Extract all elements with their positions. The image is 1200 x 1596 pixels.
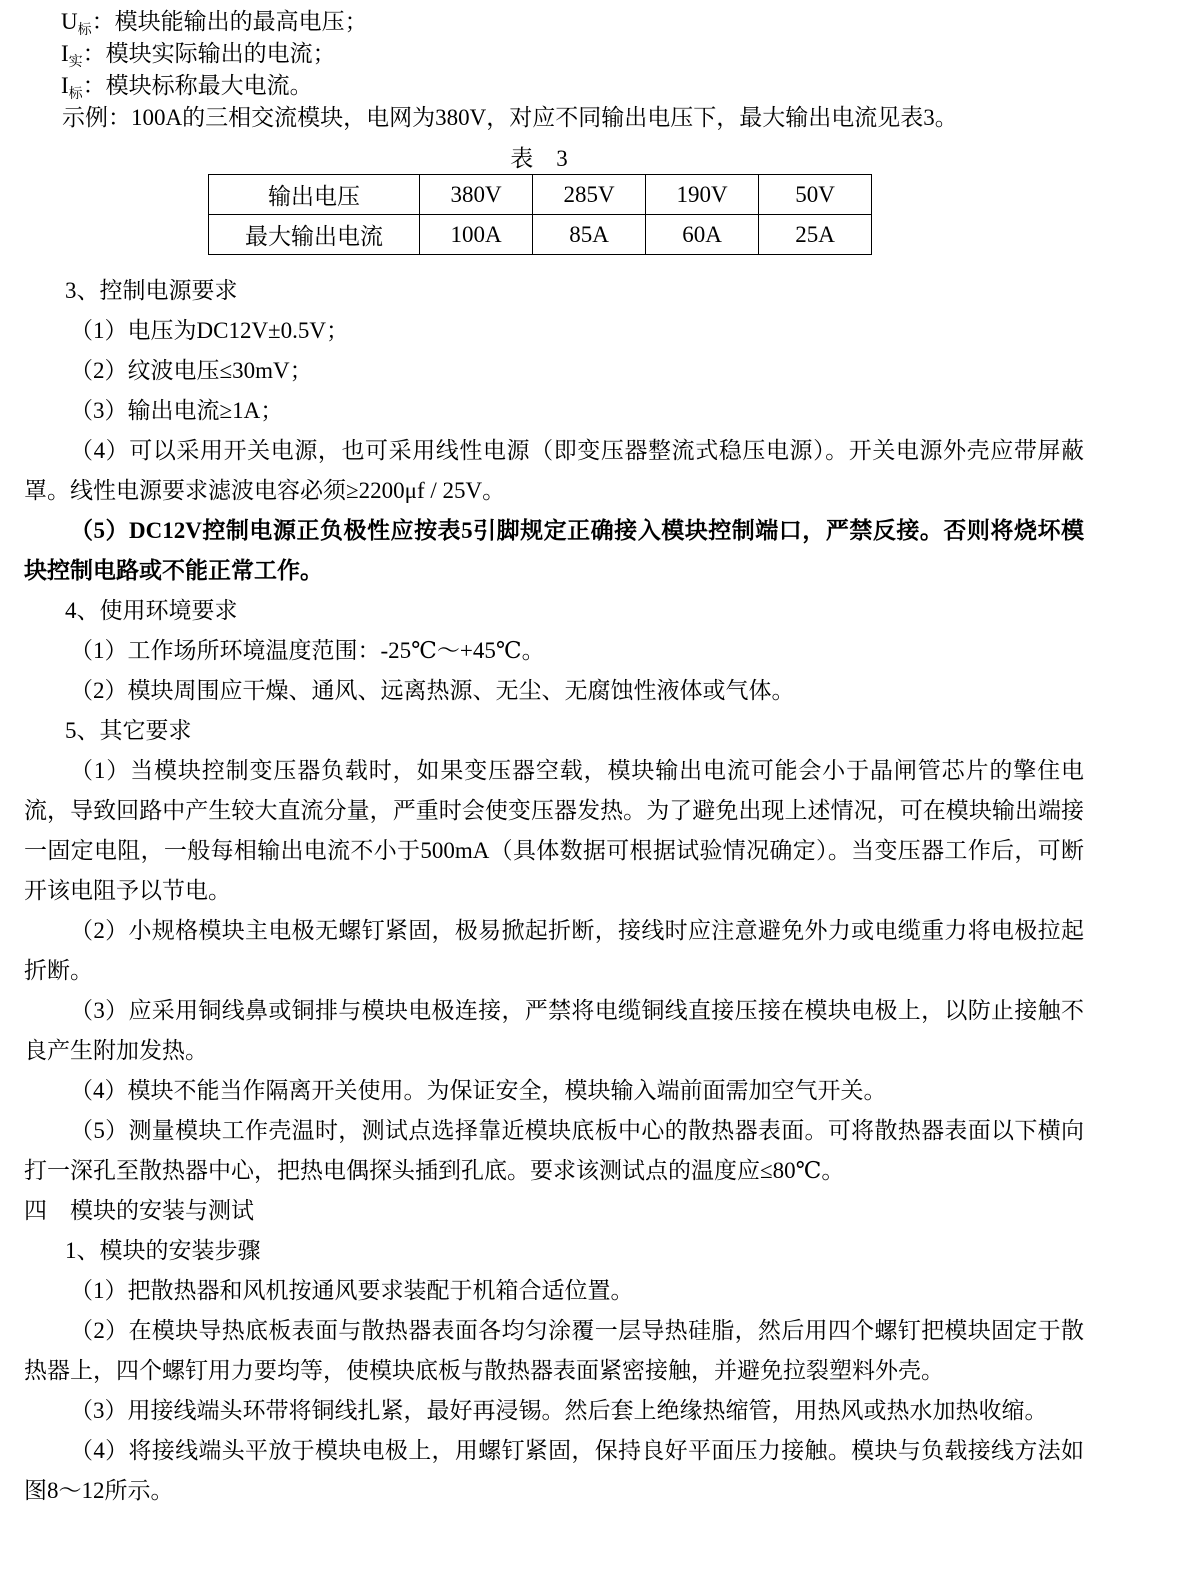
table3 [208,174,872,255]
table-cell: 100A [420,215,533,255]
paragraph-item: （4）可以采用开关电源，也可采用线性电源（即变压器整流式稳压电源）。开关电源外壳应带屏蔽罩。线性电源要求滤波电容必须≥2200μf / 25V。 [24,438,1084,503]
table-cell: 380V [420,175,533,215]
paragraph-item: （1）工作场所环境温度范围：-25℃～+45℃。 [70,638,545,663]
definition-subscript: 实 [68,55,83,70]
paragraph-item: （2）模块周围应干燥、通风、远离热源、无尘、无腐蚀性液体或气体。 [70,678,795,703]
definition-subscript: 标 [77,23,92,38]
chapter-heading-install-test: 四 模块的安装与测试 [24,1198,254,1223]
body-text [24,271,1084,1511]
paragraph-item: （1）电压为DC12V±0.5V； [70,318,350,343]
table-cell: 60A [646,215,759,255]
paragraph-item: （3）用接线端头环带将铜线扎紧，最好再浸锡。然后套上绝缘热缩管，用热风或热水加热收缩。 [70,1398,1048,1423]
definition-text: ：模块标称最大电流。 [82,73,313,98]
section-heading-install-steps: 1、模块的安装步骤 [65,1238,261,1263]
table-cell: 输出电压 [209,175,420,215]
paragraph-item: （4）将接线端头平放于模块电极上，用螺钉紧固，保持良好平面压力接触。模块与负载接线方法如图8～12所示。 [24,1438,1084,1503]
table-row [209,215,872,255]
definition-symbol: I [61,41,69,66]
section-heading-control-power: 3、控制电源要求 [65,278,238,303]
paragraph-item: （3）输出电流≥1A； [70,398,284,423]
table-cell: 50V [759,175,872,215]
definition-line [24,38,1084,70]
paragraph-item-warning: （5）DC12V控制电源正负极性应按表5引脚规定正确接入模块控制端口，严禁反接。否则将烧坏模块控制电路或不能正常工作。 [24,518,1084,583]
paragraph-item: （1）当模块控制变压器负载时，如果变压器空载，模块输出电流可能会小于晶闸管芯片的擎住电流，导致回路中产生较大直流分量，严重时会使变压器发热。为了避免出现上述情况，可在模块输出端接一固定电阻，一般每相输出电流不小于500mA（具体数据可根据试验情况确定）。当变压器工作后，可断开该电阻予以节电。 [24,758,1084,903]
paragraph-item: （1）把散热器和风机按通风要求装配于机箱合适位置。 [70,1278,634,1303]
table-cell: 85A [533,215,646,255]
table3-caption: 表 3 [510,146,568,171]
definition-subscript: 标 [68,87,83,102]
definition-symbol: I [61,73,69,98]
table-row [209,175,872,215]
table-cell: 25A [759,215,872,255]
paragraph-item: （3）应采用铜线鼻或铜排与模块电极连接，严禁将电缆铜线直接压接在模块电极上，以防止接触不良产生附加发热。 [24,998,1084,1063]
paragraph-item: （5）测量模块工作壳温时，测试点选择靠近模块底板中心的散热器表面。可将散热器表面以下横向打一深孔至散热器中心，把热电偶探头插到孔底。要求该测试点的温度应≤80℃。 [24,1118,1084,1183]
table-cell: 190V [646,175,759,215]
definition-symbol: U [61,9,78,34]
table-cell: 最大输出电流 [209,215,420,255]
paragraph-item: （2）纹波电压≤30mV； [70,358,313,383]
definition-line [24,6,1084,38]
section-heading-other: 5、其它要求 [65,718,192,743]
definition-text: ：模块能输出的最高电压； [91,9,368,34]
paragraph-item: （4）模块不能当作隔离开关使用。为保证安全，模块输入端前面需加空气开关。 [70,1078,887,1103]
definition-text: ：模块实际输出的电流； [82,41,336,66]
section-heading-environment: 4、使用环境要求 [65,598,238,623]
paragraph-item: （2）小规格模块主电极无螺钉紧固，极易掀起折断，接线时应注意避免外力或电缆重力将电极拉起折断。 [24,918,1084,983]
table-cell: 285V [533,175,646,215]
symbol-definitions [24,6,1084,102]
definition-line [24,70,1084,102]
paragraph-item: （2）在模块导热底板表面与散热器表面各均匀涂覆一层导热硅脂，然后用四个螺钉把模块固定于散热器上，四个螺钉用力要均等，使模块底板与散热器表面紧密接触，并避免拉裂塑料外壳。 [24,1318,1084,1383]
example-sentence: 示例：100A的三相交流模块，电网为380V，对应不同输出电压下，最大输出电流见表3。 [62,105,958,130]
